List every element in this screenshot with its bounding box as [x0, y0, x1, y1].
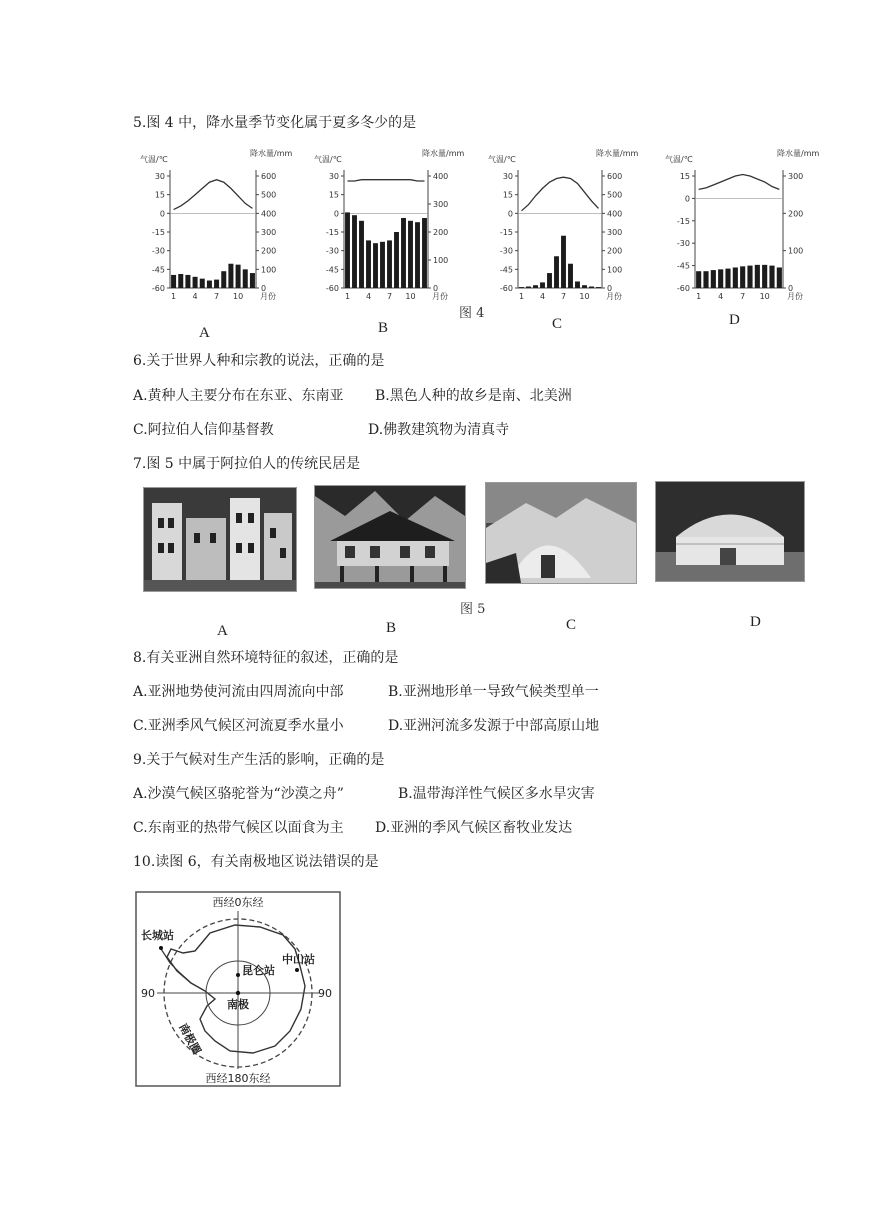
temperature-line: [174, 180, 253, 210]
figure-4-caption: 图 4: [459, 306, 485, 321]
precipitation-bar: [568, 264, 573, 288]
q6-question: 6.关于世界人种和宗教的说法，正确的是: [133, 353, 385, 369]
right-tick-label: 0: [788, 284, 794, 293]
right-tick-label: 200: [607, 246, 623, 256]
x-tick-label: 4: [718, 292, 724, 301]
precipitation-bar: [359, 221, 364, 288]
q8-question: 8.有关亚洲自然环境特征的叙述，正确的是: [133, 650, 399, 666]
x-tick-label: 1: [518, 292, 525, 301]
precipitation-bar: [422, 218, 427, 288]
right-tick-label: 200: [433, 228, 449, 237]
q9-option-b: B.温带海洋性气候区多水旱灾害: [398, 786, 595, 802]
precipitation-bar: [769, 266, 774, 288]
precipitation-bar: [575, 281, 580, 288]
right-tick-label: 300: [433, 200, 449, 209]
precipitation-bar: [366, 240, 371, 288]
left-tick-label: -30: [325, 246, 339, 256]
precipitation-bar: [373, 243, 378, 288]
precipitation-bar: [696, 271, 701, 288]
right-tick-label: 300: [261, 228, 277, 237]
left-tick-label: 0: [159, 209, 165, 219]
q6-option-d: D.佛教建筑物为清真寺: [368, 422, 510, 438]
figure-5-caption: 图 5: [460, 602, 486, 617]
map-top-label: 西经0东经: [212, 896, 264, 909]
precipitation-bar: [178, 274, 183, 288]
photo-a-stone-buildings: [143, 487, 297, 592]
left-tick-label: -30: [676, 239, 690, 249]
precipitation-bar: [207, 281, 212, 288]
right-axis-label: 降水量/mm: [250, 149, 293, 158]
x-tick-label: 1: [344, 292, 351, 301]
great-wall-station-label: 长城站: [141, 929, 174, 942]
temperature-line: [522, 177, 599, 211]
precipitation-bar: [228, 264, 233, 288]
right-tick-label: 0: [607, 284, 613, 293]
precipitation-bar: [214, 280, 219, 288]
right-tick-label: 500: [261, 190, 277, 200]
left-tick-label: -45: [676, 261, 690, 271]
left-tick-label: -60: [151, 284, 165, 293]
x-tick-label: 10: [405, 292, 416, 301]
chart-c-letter: C: [552, 316, 563, 332]
left-tick-label: 15: [502, 190, 513, 200]
precipitation-bar: [526, 287, 531, 288]
x-tick-label: 4: [192, 292, 198, 301]
climate-chart-c: [488, 148, 638, 301]
precipitation-bar: [519, 287, 524, 288]
precipitation-bar: [725, 269, 730, 288]
left-tick-label: -15: [499, 228, 513, 237]
left-tick-label: -30: [151, 246, 165, 256]
precipitation-bar: [711, 270, 716, 288]
precipitation-bar: [733, 267, 738, 288]
precipitation-bar: [221, 271, 226, 288]
q8-option-c: C.亚洲季风气候区河流夏季水量小: [133, 718, 344, 734]
left-tick-label: -30: [499, 246, 513, 256]
q7-question: 7.图 5 中属于阿拉伯人的传统民居是: [133, 456, 361, 472]
left-tick-label: 0: [333, 209, 339, 219]
photo-d-yurt: [655, 481, 805, 582]
left-tick-label: 30: [502, 172, 513, 181]
right-tick-label: 100: [261, 265, 277, 275]
photo-c-igloo: [485, 482, 637, 584]
precipitation-bar: [777, 267, 782, 288]
left-tick-label: 30: [154, 172, 165, 181]
x-tick-label: 4: [365, 292, 372, 301]
q8-option-b: B.亚洲地形单一导致气候类型单一: [388, 684, 599, 700]
left-tick-label: -15: [325, 228, 339, 237]
chart-b-letter: B: [378, 320, 389, 336]
precipitation-bar: [589, 287, 594, 288]
left-tick-label: -45: [325, 265, 339, 275]
precipitation-bar: [401, 218, 406, 288]
right-tick-label: 600: [607, 172, 623, 181]
map-left-label: 90: [141, 987, 155, 1000]
precipitation-bar: [200, 279, 205, 288]
precipitation-bar: [243, 269, 248, 288]
x-tick-label: 7: [214, 292, 220, 301]
right-tick-label: 300: [788, 172, 804, 181]
precipitation-bar: [755, 265, 760, 288]
q6-option-b: B.黑色人种的故乡是南、北美洲: [375, 388, 572, 404]
left-tick-label: 15: [328, 190, 339, 200]
photo-b-stilt-house: [314, 485, 466, 589]
precipitation-bar: [171, 275, 176, 288]
left-tick-label: -45: [151, 265, 165, 275]
q9-option-c: C.东南亚的热带气候区以面食为主: [133, 820, 344, 836]
precipitation-bar: [561, 236, 566, 288]
x-axis-unit: 月份: [432, 292, 448, 301]
right-tick-label: 300: [607, 228, 623, 237]
precipitation-bar: [554, 256, 559, 288]
left-tick-label: -15: [151, 228, 165, 237]
chart-a-letter: A: [199, 325, 210, 341]
x-axis-unit: 月份: [606, 292, 622, 301]
precipitation-bar: [236, 265, 241, 288]
south-pole-label: 南极: [227, 998, 249, 1011]
q6-option-c: C.阿拉伯人信仰基督教: [133, 422, 274, 438]
left-tick-label: 15: [154, 190, 165, 200]
right-tick-label: 100: [433, 256, 449, 265]
x-tick-label: 10: [759, 292, 770, 301]
right-tick-label: 0: [261, 284, 267, 293]
x-tick-label: 7: [386, 292, 393, 301]
precipitation-bar: [352, 215, 357, 288]
precipitation-bar: [394, 232, 399, 288]
precipitation-bar: [415, 222, 420, 288]
left-axis-label: 气温/℃: [665, 155, 693, 164]
q10-question: 10.读图 6，有关南极地区说法错误的是: [133, 854, 379, 870]
figure-6-antarctica-map: [135, 891, 341, 1087]
precipitation-bar: [596, 287, 601, 288]
right-tick-label: 500: [607, 190, 623, 200]
left-tick-label: -15: [676, 216, 690, 226]
precipitation-bar: [762, 265, 767, 288]
climate-chart-d: [665, 148, 819, 301]
precipitation-bar: [185, 275, 190, 288]
temperature-line: [348, 180, 425, 181]
left-tick-label: 15: [679, 172, 690, 181]
photo-c-letter: C: [566, 617, 577, 633]
x-tick-label: 7: [740, 292, 746, 301]
precipitation-bar: [387, 240, 392, 288]
right-axis-label: 降水量/mm: [596, 149, 639, 158]
left-axis-label: 气温/℃: [314, 155, 342, 164]
right-tick-label: 400: [261, 209, 277, 219]
precipitation-bar: [547, 273, 552, 288]
precipitation-bar: [193, 277, 198, 288]
photo-d-letter: D: [750, 614, 761, 630]
temperature-line: [699, 175, 780, 190]
photo-a-letter: A: [217, 623, 228, 639]
q8-option-a: A.亚洲地势使河流由四周流向中部: [133, 684, 344, 700]
x-axis-unit: 月份: [787, 292, 803, 301]
precipitation-bar: [408, 221, 413, 288]
x-tick-label: 10: [579, 292, 590, 301]
right-tick-label: 0: [433, 284, 439, 293]
x-tick-label: 1: [696, 292, 702, 301]
left-tick-label: -60: [325, 284, 339, 293]
map-bottom-label: 西经180东经: [205, 1072, 271, 1085]
right-tick-label: 100: [607, 265, 623, 275]
right-axis-label: 降水量/mm: [422, 149, 465, 158]
right-tick-label: 400: [607, 209, 623, 219]
left-axis-label: 气温/℃: [140, 155, 168, 164]
precipitation-bar: [747, 266, 752, 288]
left-tick-label: -45: [499, 265, 513, 275]
precipitation-bar: [345, 212, 350, 288]
climate-chart-b: [314, 148, 464, 301]
q9-question: 9.关于气候对生产生活的影响，正确的是: [133, 752, 385, 768]
precipitation-bar: [250, 273, 255, 288]
x-axis-unit: 月份: [260, 292, 276, 301]
precipitation-bar: [380, 242, 385, 288]
x-tick-label: 4: [539, 292, 546, 301]
left-tick-label: 0: [507, 209, 513, 219]
precipitation-bar: [740, 266, 745, 288]
q6-option-a: A.黄种人主要分布在东亚、东南亚: [133, 388, 344, 404]
q8-option-d: D.亚洲河流多发源于中部高原山地: [388, 718, 600, 734]
map-right-label: 90: [318, 987, 332, 1000]
q9-option-d: D.亚洲的季风气候区畜牧业发达: [375, 820, 573, 836]
precipitation-bar: [540, 282, 545, 288]
precipitation-bar: [703, 271, 708, 288]
precipitation-bar: [582, 285, 587, 288]
right-tick-label: 400: [433, 172, 449, 181]
q5-question: 5.图 4 中，降水量季节变化属于夏多冬少的是: [133, 115, 417, 131]
left-tick-label: 30: [328, 172, 339, 181]
x-tick-label: 10: [232, 292, 244, 301]
photo-b-letter: B: [386, 620, 397, 636]
chart-d-letter: D: [729, 312, 740, 328]
q9-option-a: A.沙漠气候区骆驼誉为“沙漠之舟”: [133, 786, 344, 802]
precipitation-bar: [533, 285, 538, 288]
right-tick-label: 200: [261, 246, 277, 256]
antarctic-circle-label: 南极圈: [176, 1021, 204, 1057]
right-tick-label: 200: [788, 209, 804, 219]
x-tick-label: 1: [171, 292, 177, 301]
right-tick-label: 600: [261, 172, 277, 181]
climate-chart-a: [140, 148, 292, 301]
right-tick-label: 100: [788, 246, 804, 256]
x-tick-label: 7: [560, 292, 567, 301]
zhongshan-station-label: 中山站: [282, 953, 315, 966]
precipitation-bar: [718, 269, 723, 288]
left-axis-label: 气温/℃: [488, 155, 516, 164]
kunlun-station-label: 昆仑站: [242, 964, 275, 977]
left-tick-label: -60: [676, 284, 690, 293]
right-axis-label: 降水量/mm: [777, 149, 820, 158]
left-tick-label: -60: [499, 284, 513, 293]
left-tick-label: 0: [684, 194, 690, 204]
